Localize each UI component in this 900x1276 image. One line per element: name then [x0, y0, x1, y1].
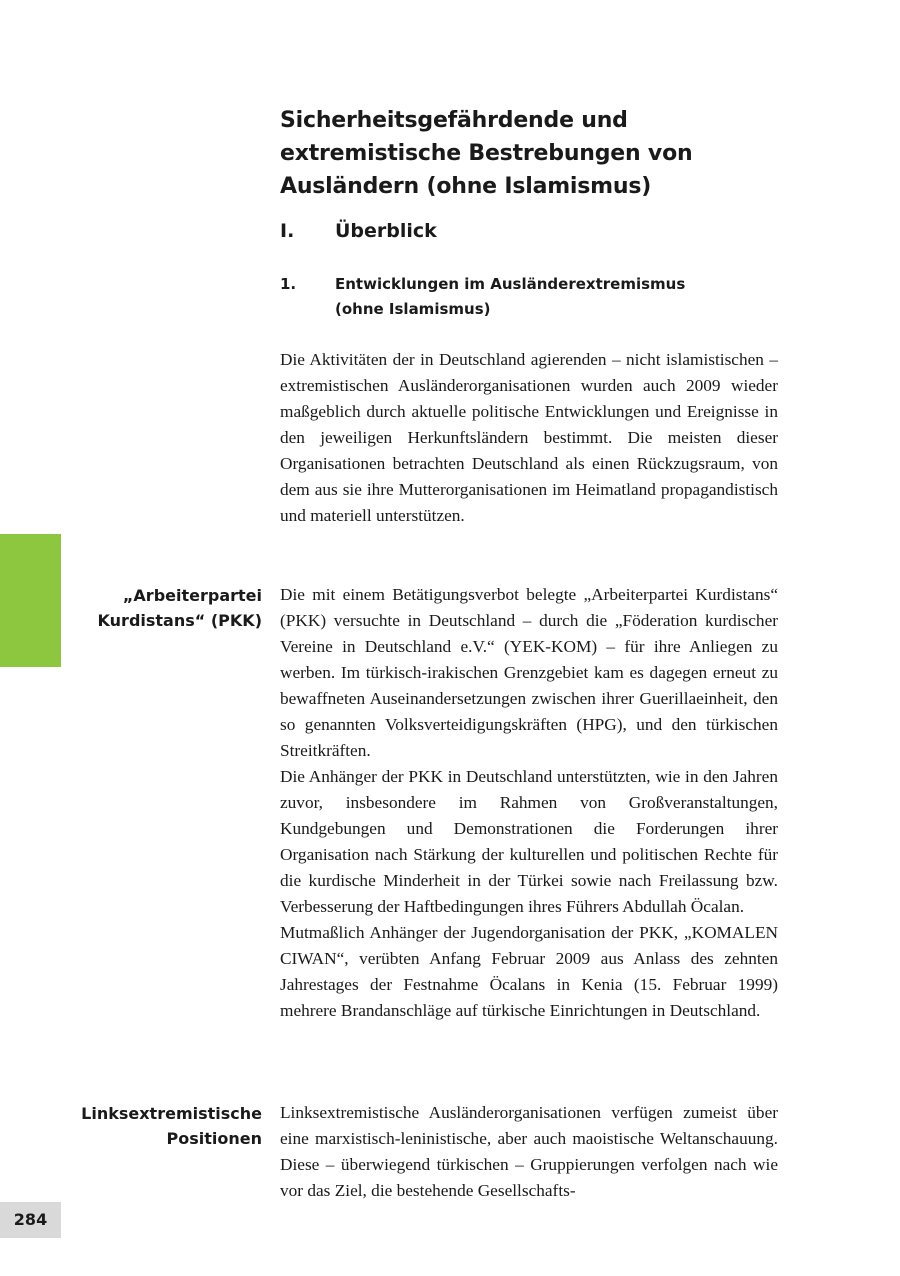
- section-tab-marker: [0, 534, 61, 667]
- subsection-title-line: Entwicklungen im Ausländerextremismus: [335, 275, 686, 293]
- subsection-title-line: (ohne Islamismus): [335, 300, 491, 318]
- intro-paragraph: Die Aktivitäten der in Deutschland agierenden – nicht islamistischen – extremistischen Ausländerorganisationen wurden auch 2009 wieder maßgeblich durch aktuelle politische Entwicklungen und Ereignisse in den jeweiligen Herkunftsländern bestimmt. Die meisten dieser Organisationen betrachten Deutschland als einen Rückzugsraum, von dem aus sie ihre Mutterorganisationen im Heimatland propagandistisch und materiell unterstützen.: [280, 350, 778, 525]
- margin-label-line: „Arbeiterpartei: [122, 586, 262, 605]
- subsection-number: 1.: [280, 275, 297, 293]
- section-title: Überblick: [335, 220, 437, 242]
- linksextremistisch-paragraph: Linksextremistische Ausländerorganisationen verfügen zumeist über eine marxistisch-leninistische, aber auch maoistische Weltanschauung. Diese – überwiegend türkischen – Gruppierungen verfolgen nach wie vor das Ziel, die bestehende Gesellschafts-: [280, 1103, 778, 1200]
- margin-label-line: Linksextremistische: [81, 1104, 262, 1123]
- margin-label-line: Kurdistans“ (PKK): [97, 611, 262, 630]
- chapter-title-line: extremistische Bestrebungen von: [280, 141, 693, 166]
- chapter-title-line: Sicherheitsgefährdende und: [280, 108, 628, 133]
- pkk-paragraph: Mutmaßlich Anhänger der Jugendorganisation der PKK, „KOMALEN CIWAN“, verübten Anfang Februar 2009 aus Anlass des zehnten Jahrestages der Festnahme Öcalans in Kenia (15. Februar 1999) mehrere Brandanschläge auf türkische Einrichtungen in Deutschland.: [280, 923, 778, 1020]
- margin-label-linksextremistisch: [60, 1101, 262, 1151]
- margin-label-line: Positionen: [166, 1129, 262, 1148]
- page-number: 284: [0, 1202, 61, 1238]
- section-number: I.: [280, 220, 295, 242]
- subsection-title: [335, 272, 755, 322]
- pkk-paragraph: Die Anhänger der PKK in Deutschland unterstützten, wie in den Jahren zuvor, insbesondere im Rahmen von Großveranstaltungen, Kundgebungen und Demonstrationen die Forderungen ihrer Organisation nach Stärkung der kulturellen und politischen Rechte für die kurdische Minderheit in der Türkei sowie nach Freilassung bzw. Verbesserung der Haftbedingungen ihres Führers Abdullah Öcalan.: [280, 767, 778, 916]
- chapter-title-line: Ausländern (ohne Islamismus): [280, 174, 652, 199]
- pkk-paragraph: Die mit einem Betätigungsverbot belegte „Arbeiterpartei Kurdistans“ (PKK) versuchte in Deutschland – durch die „Föderation kurdischer Vereine in Deutschland e.V.“ (YEK-KOM) – für ihre Anliegen zu werben. Im türkisch-irakischen Grenzgebiet kam es dagegen erneut zu bewaffneten Auseinandersetzungen zwischen ihrer Guerillaeinheit, den so genannten Volksverteidigungskräften (HPG), und den türkischen Streitkräften.: [280, 585, 778, 760]
- margin-label-pkk: [60, 583, 262, 633]
- chapter-title: [280, 104, 760, 203]
- pkk-text-block: [280, 582, 778, 1024]
